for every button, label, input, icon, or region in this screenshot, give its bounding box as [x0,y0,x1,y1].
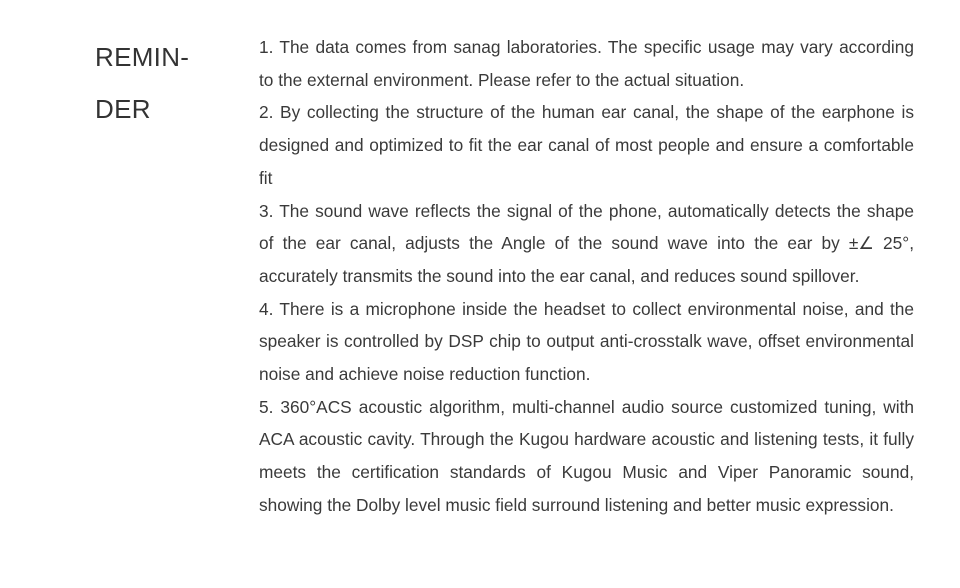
reminder-note-4: 4. There is a microphone inside the headset to collect environmental noise, and the speaker is controlled by DSP chip to output anti-crosstalk wave, offset environmental noise and achieve noise reduction function. [259,298,914,385]
reminder-note-2: 2. By collecting the structure of the human ear canal, the shape of the earphone is designed and optimized to fit the ear canal of most people and ensure a comfortable fit [259,102,914,188]
reminder-heading-line-2: DER [95,94,151,124]
reminder-note-5: 5. 360°ACS acoustic algorithm, multi-channel audio source customized tuning, with ACA acoustic cavity. Through the Kugou hardware acoustic and listening tests, it fully meets the certification standards of Kugou Music and Viper Panoramic sound, showing the Dolby level music field surround listening and better music expression. [259,396,914,515]
reminder-notes-list [259,31,914,522]
reminder-heading [95,31,205,135]
reminder-note-1: 1. The data comes from sanag laboratories. The specific usage may vary according to the external environment. Please refer to the actual situation. [259,37,914,90]
reminder-note-3: 3. The sound wave reflects the signal of the phone, automatically detects the shape of the ear canal, adjusts the Angle of the sound wave into the ear by ±∠ 25°, accurately transmits the sound into the ear canal, and reduces sound spillover. [259,200,914,286]
reminder-heading-line-1: REMIN- [95,42,190,72]
